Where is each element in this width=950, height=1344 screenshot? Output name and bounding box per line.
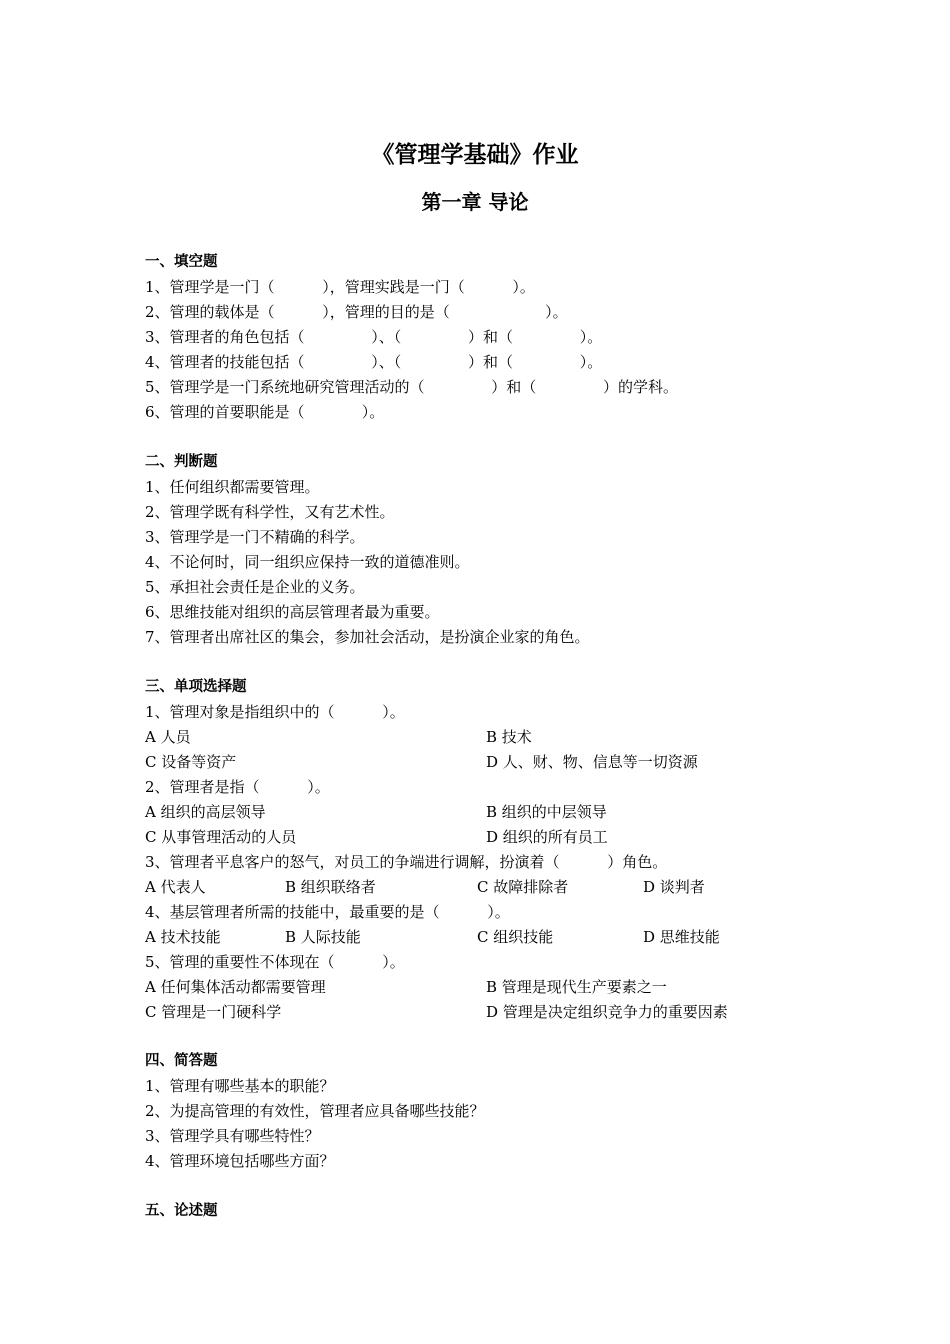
question-stem: 5、管理的重要性不体现在（ ）。 [145, 953, 405, 971]
option-c: C 从事管理活动的人员 [145, 828, 297, 846]
fill-blank-item: 1、管理学是一门（ ），管理实践是一门（ ）。 [145, 278, 535, 296]
question-stem: 2、管理者是指（ ）。 [145, 778, 330, 796]
section-heading-multiple-choice: 三、单项选择题 [145, 679, 247, 695]
fill-blank-item: 5、管理学是一门系统地研究管理活动的（ ）和（ ）的学科。 [145, 378, 679, 396]
option-c: C 故障排除者 [477, 878, 569, 896]
fill-blank-item: 4、管理者的技能包括（ ）、（ ）和（ ）。 [145, 353, 603, 371]
document-title: 《管理学基础》作业 [371, 142, 579, 168]
section-heading-fill-blank: 一、填空题 [145, 254, 218, 270]
chapter-title: 第一章 导论 [421, 190, 529, 214]
question-stem: 3、管理者平息客户的怒气，对员工的争端进行调解，扮演着（ ）角色。 [145, 853, 668, 871]
section-heading-true-false: 二、判断题 [145, 454, 218, 470]
fill-blank-item: 6、管理的首要职能是（ ）。 [145, 403, 385, 421]
option-a: A 代表人 [145, 878, 206, 896]
option-d: D 谈判者 [643, 878, 705, 896]
short-answer-item: 3、管理学具有哪些特性？ [145, 1127, 320, 1145]
true-false-item: 4、不论何时，同一组织应保持一致的道德准则。 [145, 553, 470, 571]
true-false-item: 3、管理学是一门不精确的科学。 [145, 528, 365, 546]
true-false-item: 7、管理者出席社区的集会，参加社会活动，是扮演企业家的角色。 [145, 628, 590, 646]
fill-blank-item: 2、管理的载体是（ ），管理的目的是（ ）。 [145, 303, 568, 321]
option-c: C 设备等资产 [145, 753, 237, 771]
true-false-item: 1、任何组织都需要管理。 [145, 478, 320, 496]
option-c: C 管理是一门硬科学 [145, 1003, 282, 1021]
question-stem: 1、管理对象是指组织中的（ ）。 [145, 703, 405, 721]
option-c: C 组织技能 [477, 928, 554, 946]
option-d: D 人、财、物、信息等一切资源 [486, 753, 698, 771]
section-heading-short-answer: 四、简答题 [145, 1053, 218, 1069]
short-answer-item: 4、管理环境包括哪些方面？ [145, 1152, 335, 1170]
true-false-item: 6、思维技能对组织的高层管理者最为重要。 [145, 603, 440, 621]
short-answer-item: 1、管理有哪些基本的职能？ [145, 1077, 335, 1095]
option-d: D 组织的所有员工 [486, 828, 608, 846]
option-b: B 管理是现代生产要素之一 [486, 978, 667, 996]
option-d: D 思维技能 [643, 928, 720, 946]
option-a: A 组织的高层领导 [145, 803, 266, 821]
fill-blank-item: 3、管理者的角色包括（ ）、（ ）和（ ）。 [145, 328, 603, 346]
true-false-item: 5、承担社会责任是企业的义务。 [145, 578, 365, 596]
option-b: B 人际技能 [285, 928, 361, 946]
option-a: A 技术技能 [145, 928, 221, 946]
short-answer-item: 2、为提高管理的有效性，管理者应具备哪些技能？ [145, 1102, 485, 1120]
option-b: B 技术 [486, 728, 532, 746]
section-heading-essay: 五、论述题 [145, 1203, 218, 1219]
option-a: A 人员 [145, 728, 191, 746]
question-stem: 4、基层管理者所需的技能中，最重要的是（ ）。 [145, 903, 510, 921]
option-d: D 管理是决定组织竞争力的重要因素 [486, 1003, 728, 1021]
option-b: B 组织的中层领导 [486, 803, 607, 821]
option-a: A 任何集体活动都需要管理 [145, 978, 326, 996]
option-b: B 组织联络者 [285, 878, 376, 896]
true-false-item: 2、管理学既有科学性，又有艺术性。 [145, 503, 395, 521]
